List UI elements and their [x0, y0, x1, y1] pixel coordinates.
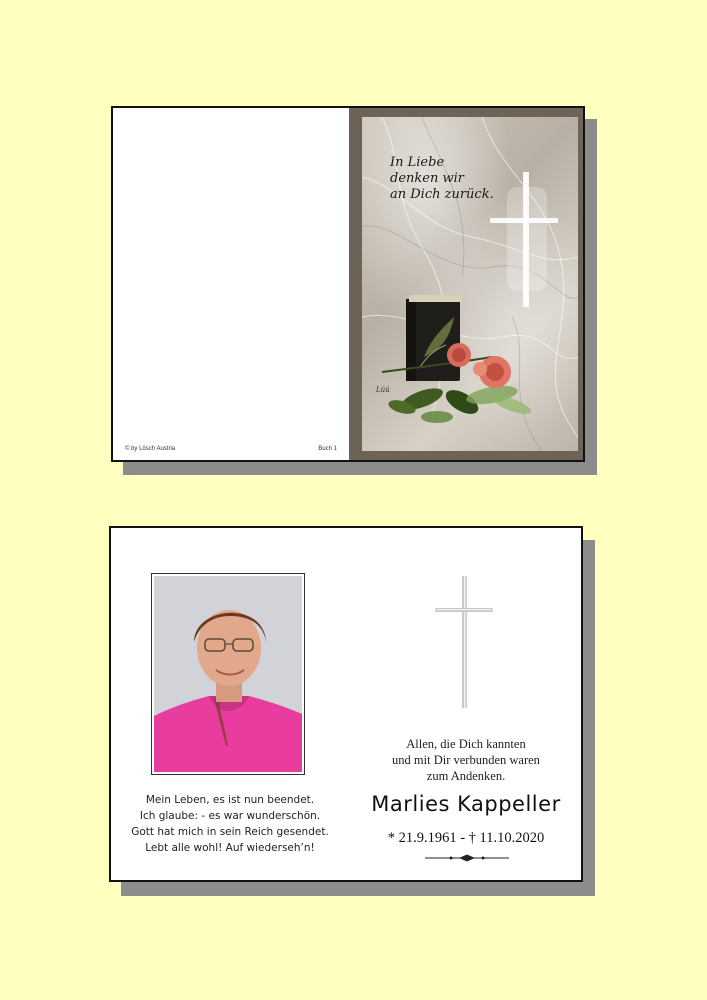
back-card — [109, 526, 583, 882]
copyright-text: © by Lösch Austria — [125, 446, 176, 452]
dedication-line: zum Andenken. — [426, 769, 506, 783]
marble-background — [362, 117, 578, 451]
quote-line: Gott hat mich in sein Reich gesendet. — [131, 826, 329, 838]
front-card-inner-blank-page — [113, 108, 349, 460]
cross-icon — [435, 576, 495, 711]
front-cover — [349, 108, 583, 460]
poem-line: In Liebe — [390, 155, 445, 170]
life-dates: * 21.9.1961 - † 11.10.2020 — [387, 830, 545, 846]
cross-icon — [490, 172, 558, 307]
cover-poem — [390, 155, 494, 203]
divider-ornament-icon — [425, 854, 509, 862]
quote-line: Mein Leben, es ist nun beendet. — [145, 794, 315, 806]
quote-line: Ich glaube: - es war wunderschön. — [139, 810, 321, 822]
portrait-image — [154, 576, 302, 772]
quote-line: Lebt alle wohl! Auf wiederseh’n! — [145, 842, 315, 854]
poem-line: denken wir — [390, 171, 464, 186]
roses-icon — [375, 343, 533, 423]
artist-signature: Lüü — [376, 386, 390, 394]
portrait-photo — [151, 573, 305, 775]
front-card — [111, 106, 585, 462]
dedication-line: und mit Dir verbunden waren — [392, 753, 540, 767]
dedication-line: Allen, die Dich kannten — [406, 737, 526, 751]
design-label: Buch 1 — [318, 446, 337, 452]
deceased-name: Marlies Kappeller — [371, 792, 561, 816]
dedication-text — [361, 736, 571, 784]
farewell-quote — [125, 792, 335, 856]
poem-line: an Dich zurück. — [390, 187, 494, 202]
